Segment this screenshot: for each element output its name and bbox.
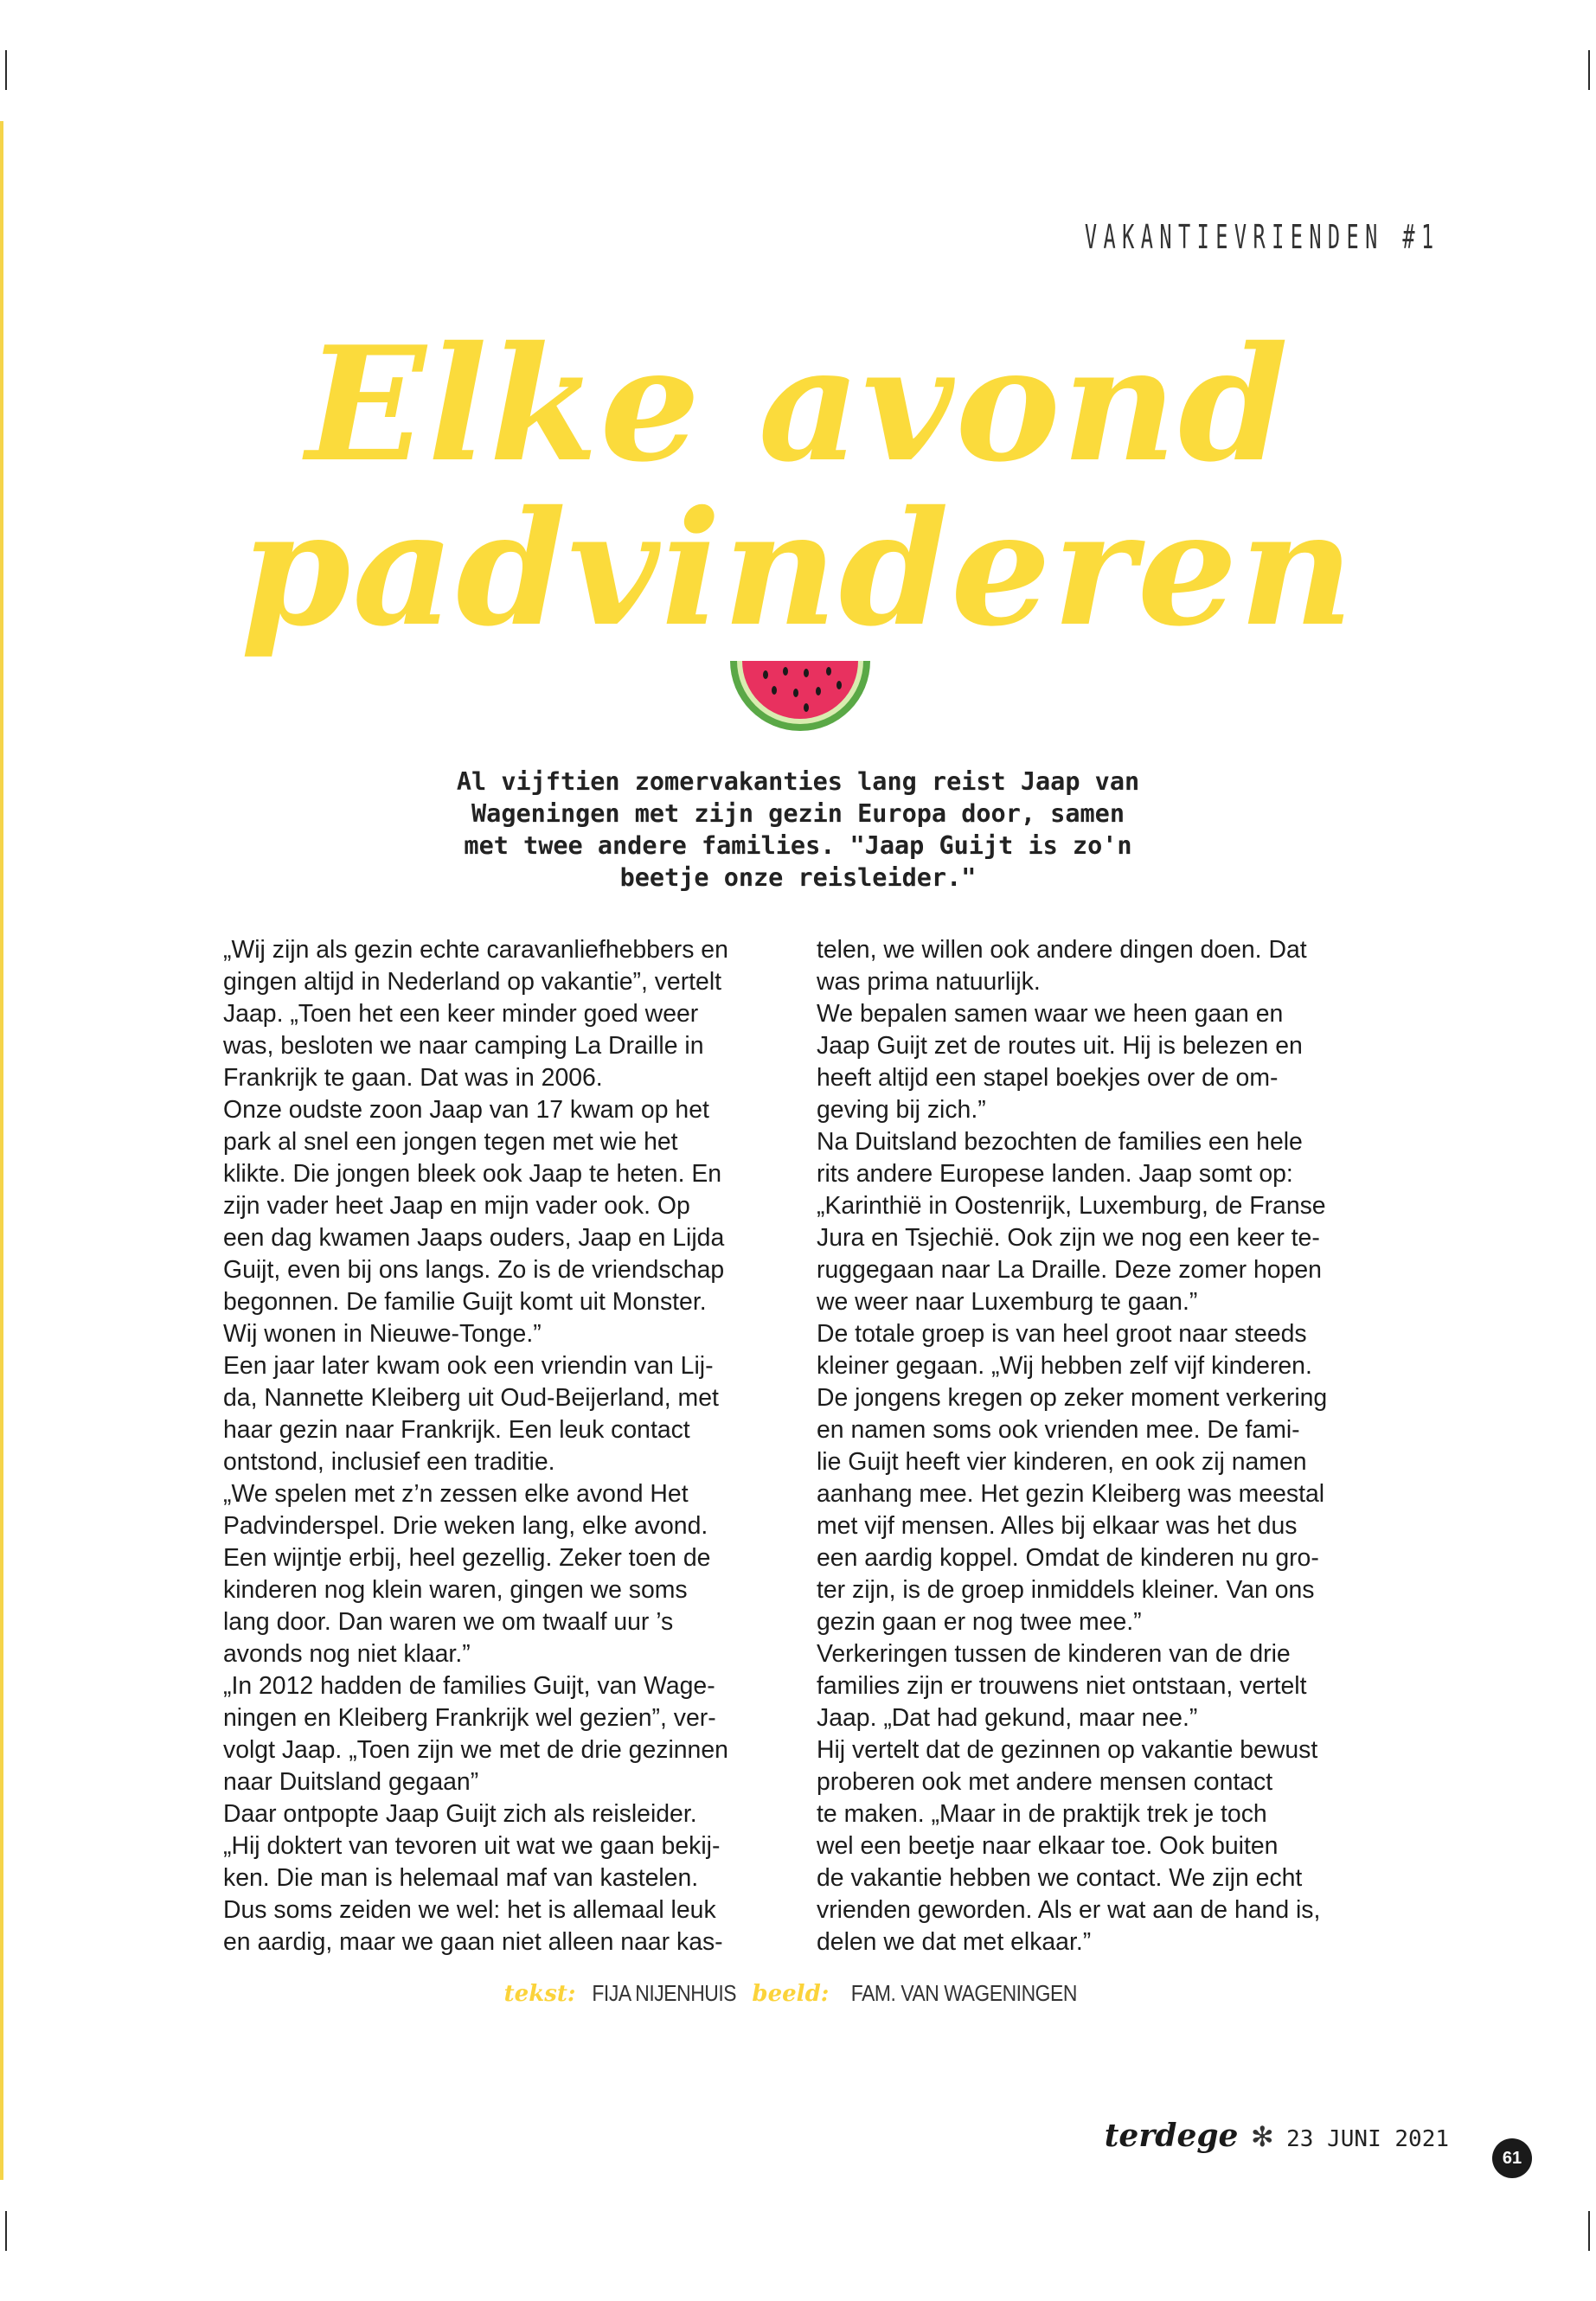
body-text-line: ontstond, inclusief een traditie.: [223, 1448, 555, 1476]
body-text-line: families zijn er trouwens niet ontstaan, vertelt: [817, 1672, 1307, 1700]
body-text-line: gezin gaan er nog twee mee.”: [817, 1608, 1142, 1636]
body-text-line: delen we dat met elkaar.”: [817, 1928, 1092, 1956]
intro-line: met twee andere families. "Jaap Guijt is zo'n: [464, 831, 1132, 860]
body-text-line: telen, we willen ook andere dingen doen. Dat: [817, 936, 1307, 964]
body-text-line: De jongens kregen op zeker moment verkering: [817, 1384, 1328, 1412]
body-text-line: te maken. „Maar in de praktijk trek je toch: [817, 1800, 1267, 1828]
page-footer: [1105, 2118, 1449, 2154]
body-text-line: aanhang mee. Het gezin Kleiberg was meestal: [817, 1480, 1325, 1508]
title-line-2: padvinderen: [240, 476, 1356, 661]
body-text-line: park al snel een jongen tegen met wie het: [223, 1128, 678, 1156]
body-text-line: een dag kwamen Jaaps ouders, Jaap en Lijda: [223, 1224, 725, 1252]
article-title: [0, 311, 1596, 661]
body-text-line: we weer naar Luxemburg te gaan.”: [817, 1288, 1198, 1316]
crop-mark: [1588, 2211, 1590, 2251]
body-text-line: volgt Jaap. „Toen zijn we met de drie gezinnen: [223, 1736, 728, 1764]
body-text-line: ningen en Kleiberg Frankrijk wel gezien”, ver-: [223, 1704, 716, 1732]
body-text-line: Onze oudste zoon Jaap van 17 kwam op het: [223, 1096, 709, 1124]
body-text-line: en namen soms ook vrienden mee. De fami-: [817, 1416, 1300, 1444]
body-text-line: geving bij zich.”: [817, 1096, 986, 1124]
body-text-line: Een wijntje erbij, heel gezellig. Zeker toen de: [223, 1544, 711, 1572]
issue-date: 23 JUNI 2021: [1286, 2126, 1449, 2152]
right-column: [817, 934, 1327, 1958]
body-text-line: Jaap. „Toen het een keer minder goed weer: [223, 1000, 699, 1028]
body-text-line: „Hij doktert van tevoren uit wat we gaan bekij-: [223, 1832, 721, 1860]
body-text-line: naar Duitsland gegaan”: [223, 1768, 479, 1796]
body-text-line: haar gezin naar Frankrijk. Een leuk contact: [223, 1416, 690, 1444]
credit-text-label: tekst:: [503, 1981, 576, 2007]
body-text-line: Wij wonen in Nieuwe-Tonge.”: [223, 1320, 542, 1348]
body-text-line: Padvinderspel. Drie weken lang, elke avond.: [223, 1512, 708, 1540]
body-text-line: was, besloten we naar camping La Draille in: [223, 1032, 704, 1060]
body-text-line: kleiner gegaan. „Wij hebben zelf vijf kinderen.: [817, 1352, 1312, 1380]
body-text-line: en aardig, maar we gaan niet alleen naar kas-: [223, 1928, 723, 1956]
body-text-line: avonds nog niet klaar.”: [223, 1640, 471, 1668]
article-intro: [424, 766, 1172, 894]
credit-image-value: FAM. VAN WAGENINGEN: [850, 1980, 1077, 2006]
watermelon-icon: [727, 654, 874, 740]
body-text-line: Frankrijk te gaan. Dat was in 2006.: [223, 1064, 603, 1092]
body-text-line: Na Duitsland bezochten de families een hele: [817, 1128, 1303, 1156]
body-text-line: We bepalen samen waar we heen gaan en: [817, 1000, 1284, 1028]
body-text-line: Jaap. „Dat had gekund, maar nee.”: [817, 1704, 1198, 1732]
body-text-line: wel een beetje naar elkaar toe. Ook buiten: [817, 1832, 1279, 1860]
body-text-line: „Wij zijn als gezin echte caravanliefhebbers en: [223, 936, 728, 964]
body-text-line: Jaap Guijt zet de routes uit. Hij is belezen en: [817, 1032, 1303, 1060]
credit-image-label: beeld:: [752, 1981, 830, 2007]
intro-line: Al vijftien zomervakanties lang reist Jaap van: [456, 767, 1140, 796]
body-text-line: Een jaar later kwam ook een vriendin van Lij-: [223, 1352, 714, 1380]
body-text-line: Hij vertelt dat de gezinnen op vakantie bewust: [817, 1736, 1318, 1764]
body-text-line: vrienden geworden. Als er wat aan de hand is,: [817, 1896, 1321, 1924]
body-text-line: ken. Die man is helemaal maf van kastelen.: [223, 1864, 699, 1892]
body-text-line: heeft altijd een stapel boekjes over de om-: [817, 1064, 1279, 1092]
credits: [0, 1980, 1596, 2007]
crop-mark: [5, 2211, 7, 2251]
credit-text-value: FIJA NIJENHUIS: [592, 1980, 736, 2006]
body-text-line: Verkeringen tussen de kinderen van de drie: [817, 1640, 1291, 1668]
body-text-line: proberen ook met andere mensen contact: [817, 1768, 1273, 1796]
body-text-line: ter zijn, is de groep inmiddels kleiner. Van ons: [817, 1576, 1315, 1604]
body-text-line: Guijt, even bij ons langs. Zo is de vriendschap: [223, 1256, 725, 1284]
body-text-line: zijn vader heet Jaap en mijn vader ook. Op: [223, 1192, 690, 1220]
body-text-line: Dus soms zeiden we wel: het is allemaal leuk: [223, 1896, 716, 1924]
body-text-line: met vijf mensen. Alles bij elkaar was het dus: [817, 1512, 1298, 1540]
left-column: [223, 934, 728, 1958]
body-text-line: Jura en Tsjechië. Ook zijn we nog een keer te-: [817, 1224, 1320, 1252]
body-text-line: „Karinthië in Oostenrijk, Luxemburg, de Franse: [817, 1192, 1326, 1220]
intro-line: Wageningen met zijn gezin Europa door, samen: [471, 799, 1125, 828]
body-text-line: „We spelen met z’n zessen elke avond Het: [223, 1480, 689, 1508]
intro-line: beetje onze reisleider.": [619, 863, 977, 892]
section-label: VAKANTIEVRIENDEN #1: [1085, 218, 1440, 256]
body-text-line: Daar ontpopte Jaap Guijt zich als reisleider.: [223, 1800, 697, 1828]
page-number: 61: [1492, 2138, 1532, 2178]
body-text-line: een aardig koppel. Omdat de kinderen nu gro-: [817, 1544, 1319, 1572]
magazine-logo: terdege: [1104, 2118, 1239, 2154]
body-text-line: De totale groep is van heel groot naar steeds: [817, 1320, 1307, 1348]
body-text-line: begonnen. De familie Guijt komt uit Monster.: [223, 1288, 707, 1316]
body-text-line: ruggegaan naar La Draille. Deze zomer hopen: [817, 1256, 1322, 1284]
title-line-1: Elke avond: [305, 311, 1291, 497]
body-text-line: da, Nannette Kleiberg uit Oud-Beijerland, met: [223, 1384, 719, 1412]
body-text-line: lie Guijt heeft vier kinderen, en ook zij namen: [817, 1448, 1307, 1476]
crop-mark: [5, 50, 7, 90]
body-text-line: kinderen nog klein waren, gingen we soms: [223, 1576, 688, 1604]
asterisk-icon: ✻: [1250, 2120, 1274, 2153]
body-text-line: de vakantie hebben we contact. We zijn echt: [817, 1864, 1303, 1892]
body-text-line: „In 2012 hadden de families Guijt, van Wage-: [223, 1672, 715, 1700]
body-text-line: klikte. Die jongen bleek ook Jaap te heten. En: [223, 1160, 722, 1188]
body-text-line: gingen altijd in Nederland op vakantie”, vertelt: [223, 968, 722, 996]
body-text-line: lang door. Dan waren we om twaalf uur ’s: [223, 1608, 674, 1636]
crop-mark: [1588, 50, 1590, 90]
body-text-line: rits andere Europese landen. Jaap somt op:: [817, 1160, 1293, 1188]
body-text-line: was prima natuurlijk.: [817, 968, 1041, 996]
